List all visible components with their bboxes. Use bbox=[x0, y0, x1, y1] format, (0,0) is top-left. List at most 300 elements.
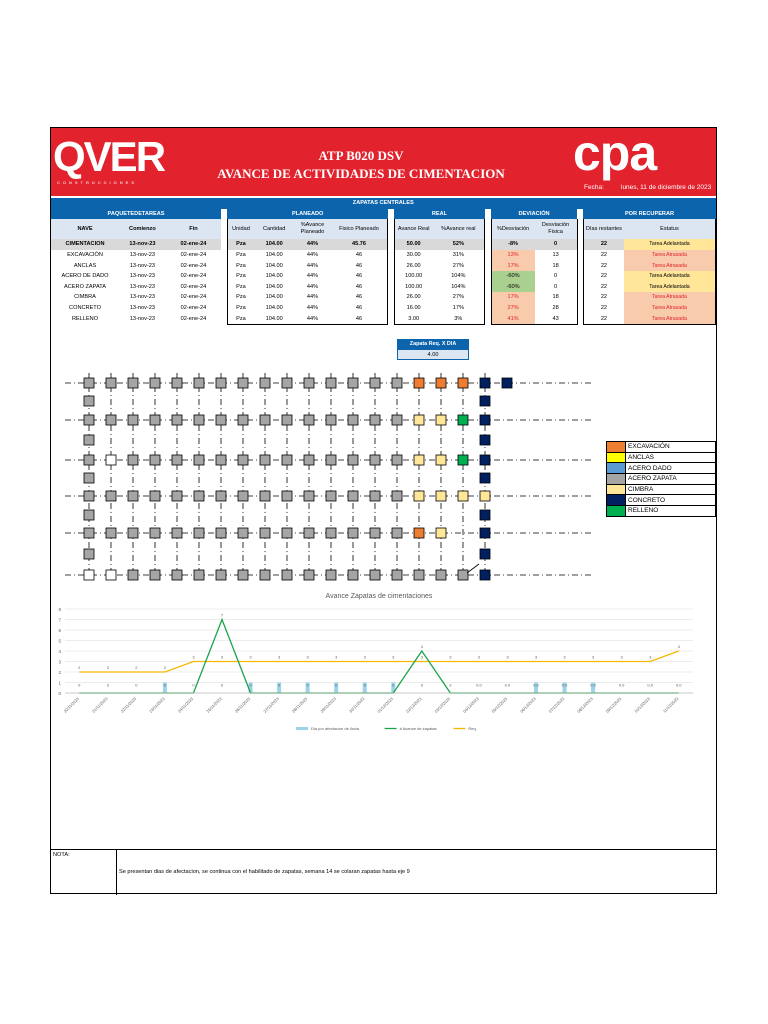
progress-chart bbox=[51, 584, 716, 846]
footing bbox=[480, 455, 490, 465]
footing bbox=[436, 455, 446, 465]
footing bbox=[84, 528, 94, 538]
footing bbox=[414, 455, 424, 465]
footing bbox=[392, 491, 402, 501]
cell-cantidad: 104.00 bbox=[254, 313, 294, 324]
cell-estatus: Tarea Atrasada bbox=[624, 292, 716, 303]
cell-cantidad: 104.00 bbox=[265, 283, 283, 290]
footing bbox=[502, 378, 512, 388]
cell-cantidad: 104.00 bbox=[265, 262, 283, 269]
col-avance-planeado: %Avance Planeado bbox=[294, 219, 330, 239]
footing bbox=[282, 415, 292, 425]
footing bbox=[480, 415, 490, 425]
cell-pct-avance-real: 27% bbox=[433, 260, 485, 271]
cell-fisico-planeado: 46 bbox=[331, 250, 388, 261]
series-line bbox=[79, 620, 678, 694]
line-data-label: 3 bbox=[306, 654, 309, 660]
cell-desv-fisica: 0 bbox=[535, 239, 578, 250]
legend-item bbox=[607, 485, 715, 496]
group-recuperar: POR RECUPERAR bbox=[583, 209, 715, 220]
report-sheet bbox=[50, 127, 717, 894]
cell-pct-desviacion: -8% bbox=[491, 239, 535, 250]
col-fisico-planeado: Fisico Planeado bbox=[331, 219, 388, 239]
footing bbox=[150, 491, 160, 501]
cell-dias: 22 bbox=[583, 271, 623, 282]
x-tick-label: 28/11/2023 bbox=[290, 696, 309, 714]
cell-unidad: Pza bbox=[227, 239, 254, 250]
nota-label: NOTA: bbox=[53, 852, 70, 858]
bar-data-label: 0 bbox=[135, 682, 138, 688]
cell-dias: 22 bbox=[583, 313, 623, 324]
chart-legend-label: # Avance de zapatas bbox=[399, 726, 437, 731]
footing bbox=[194, 378, 204, 388]
fecha-label: Fecha: bbox=[584, 184, 604, 191]
cell-nave: EXCAVACIÓN bbox=[67, 252, 103, 259]
footing bbox=[414, 528, 424, 538]
bar-data-label: 0 bbox=[306, 682, 309, 688]
line-data-label: 3 bbox=[392, 654, 395, 660]
bar-data-label: 0 bbox=[249, 682, 252, 688]
footing bbox=[106, 455, 116, 465]
cell-dias: 22 bbox=[583, 260, 623, 271]
progress-table bbox=[51, 198, 716, 325]
footing bbox=[480, 570, 490, 580]
line-data-label: 4 bbox=[420, 644, 423, 649]
cell-fisico-planeado: 45.76 bbox=[331, 239, 388, 250]
x-tick-label: 23/11/2023 bbox=[148, 696, 166, 714]
footing bbox=[392, 415, 402, 425]
cell-pct-desviacion: 27% bbox=[491, 303, 535, 314]
x-tick-label: 03/12/2023 bbox=[433, 696, 452, 714]
cell-fin: 02-ene-24 bbox=[180, 252, 207, 259]
y-tick-label: 7 bbox=[58, 617, 61, 623]
cell-desv-fisica: 0 bbox=[535, 271, 578, 282]
footing bbox=[480, 435, 490, 445]
footing bbox=[436, 378, 446, 388]
cell-estatus: Tarea Adelantada bbox=[624, 271, 716, 282]
legend-item bbox=[607, 453, 715, 464]
footing bbox=[238, 455, 248, 465]
x-tick-label: 25/11/2023 bbox=[205, 696, 223, 714]
line-data-label: 3 bbox=[477, 654, 481, 660]
bar-data-label: 0.0 bbox=[647, 682, 653, 688]
cell-fin: 02-ene-24 bbox=[180, 283, 207, 290]
cell-avance-planeado: 44% bbox=[306, 252, 319, 259]
footing bbox=[348, 491, 358, 501]
footing bbox=[304, 570, 314, 580]
line-data-label: 3 bbox=[449, 654, 452, 660]
cell-desv-fisica: 43 bbox=[535, 313, 578, 324]
footing bbox=[436, 415, 446, 425]
footing bbox=[84, 415, 94, 425]
bar-data-label: 0.0 bbox=[675, 682, 682, 688]
footing bbox=[194, 415, 204, 425]
cell-fin: 02-ene-24 bbox=[166, 239, 221, 250]
footing bbox=[238, 378, 248, 388]
table-row bbox=[51, 303, 716, 314]
cell-comienzo: 13-nov-23 bbox=[129, 294, 156, 301]
footing bbox=[436, 570, 446, 580]
line-data-label: 2 bbox=[163, 665, 167, 670]
legend-swatch bbox=[607, 495, 626, 505]
legend-swatch bbox=[607, 442, 626, 452]
legend-swatch bbox=[607, 453, 626, 463]
cell-unidad: Pza bbox=[227, 260, 254, 271]
cell-comienzo: 13-nov-23 bbox=[129, 273, 156, 280]
cell-cantidad: 104.00 bbox=[265, 273, 283, 280]
cell-avance-real: 26.00 bbox=[394, 260, 432, 271]
group-planeado: PLANEADO bbox=[227, 209, 387, 220]
footing bbox=[392, 528, 402, 538]
col-pct-avance-real: %Avance real bbox=[433, 219, 485, 239]
cell-pct-desviacion: -60% bbox=[491, 282, 535, 293]
footing bbox=[216, 570, 226, 580]
footing bbox=[84, 435, 94, 445]
cell-avance-planeado: 44% bbox=[306, 283, 319, 290]
cell-estatus: Tarea Atrasada bbox=[624, 313, 716, 324]
legend-label: CONCRETO bbox=[628, 496, 666, 504]
y-tick-label: 1 bbox=[58, 680, 61, 686]
line-data-label: 3 bbox=[220, 654, 224, 660]
cell-fin: 02-ene-24 bbox=[180, 294, 207, 301]
legend-label: ACERO ZAPATA bbox=[628, 475, 677, 483]
legend-label: ANCLAS bbox=[628, 454, 655, 462]
footing bbox=[326, 378, 336, 388]
footing bbox=[458, 378, 468, 388]
group-desviacion: DEVIACIÓN bbox=[491, 209, 577, 220]
bar-data-label: 0 bbox=[106, 682, 109, 688]
footing bbox=[128, 378, 138, 388]
cell-comienzo: 13-nov-23 bbox=[129, 283, 156, 290]
x-tick-label: 02/12/2023 bbox=[404, 696, 423, 714]
footing bbox=[348, 378, 358, 388]
footing bbox=[172, 415, 182, 425]
x-tick-label: 21/11/2023 bbox=[91, 696, 109, 714]
footing bbox=[260, 455, 270, 465]
fecha-value: lunes, 11 de diciembre de 2023 bbox=[621, 184, 712, 191]
footing bbox=[238, 415, 248, 425]
zapata-req-value: 4.00 bbox=[397, 349, 469, 360]
header-banner bbox=[51, 125, 716, 196]
footing bbox=[370, 570, 380, 580]
cell-avance-real: 30.00 bbox=[394, 250, 432, 261]
footing bbox=[128, 415, 138, 425]
cell-pct-desviacion: 17% bbox=[491, 260, 535, 271]
footing bbox=[458, 491, 468, 501]
col-avance-real: Avance Real bbox=[394, 219, 432, 239]
line-data-label: 7 bbox=[220, 612, 224, 618]
cell-estatus: Tarea Adelantada bbox=[624, 239, 716, 250]
legend-swatch bbox=[607, 463, 626, 473]
footing bbox=[216, 491, 226, 501]
bar-data-label: 0.0 bbox=[533, 682, 539, 688]
footing bbox=[480, 396, 490, 406]
cell-fin: 02-ene-24 bbox=[180, 315, 207, 322]
cell-fisico-planeado: 46 bbox=[331, 292, 388, 303]
cell-avance-real: 100.00 bbox=[394, 271, 432, 282]
footing bbox=[326, 415, 336, 425]
cell-nave: CIMBRA bbox=[74, 294, 96, 301]
table-row bbox=[51, 239, 716, 250]
cell-comienzo: 13-nov-23 bbox=[129, 315, 156, 322]
legend-item bbox=[607, 474, 715, 485]
footing bbox=[348, 455, 358, 465]
footing bbox=[84, 396, 94, 406]
cell-pct-avance-real: 104% bbox=[433, 282, 485, 293]
cell-comienzo: 13-nov-23 bbox=[129, 262, 156, 269]
footing bbox=[150, 570, 160, 580]
cell-nave: CONCRETO bbox=[69, 305, 101, 312]
bar-data-label: 0 bbox=[192, 682, 195, 688]
footing bbox=[326, 491, 336, 501]
cpa-logo: cpa bbox=[573, 125, 657, 181]
plan-arrow bbox=[467, 564, 479, 573]
cell-pct-desviacion: 13% bbox=[491, 250, 535, 261]
y-tick-label: 2 bbox=[58, 670, 61, 675]
footing bbox=[128, 491, 138, 501]
footing bbox=[326, 455, 336, 465]
footing bbox=[238, 570, 248, 580]
line-data-label: 2 bbox=[135, 665, 138, 670]
footing bbox=[282, 570, 292, 580]
legend-label: ACERO DADO bbox=[628, 464, 672, 472]
bar-data-label: 0.0 bbox=[561, 682, 568, 688]
footing bbox=[106, 415, 116, 425]
footing bbox=[348, 415, 358, 425]
legend-swatch bbox=[607, 474, 626, 484]
footing bbox=[260, 528, 270, 538]
bar-data-label: 0.0 bbox=[590, 682, 596, 688]
cell-dias: 22 bbox=[583, 303, 623, 314]
band-title: ZAPATAS CENTRALES bbox=[51, 198, 716, 209]
cell-estatus: Tarea Adelantada bbox=[624, 282, 716, 293]
bar-data-label: 0 bbox=[363, 682, 366, 688]
footing bbox=[370, 415, 380, 425]
footing bbox=[260, 570, 270, 580]
table-row bbox=[51, 313, 716, 324]
zapata-req-title: Zapata Req. X DIA bbox=[397, 339, 469, 349]
cell-nave: CIMENTACION bbox=[51, 239, 119, 250]
zapata-req-box bbox=[397, 339, 469, 361]
footing bbox=[150, 528, 160, 538]
cell-unidad: Pza bbox=[227, 250, 254, 261]
x-tick-label: 20/11/2023 bbox=[62, 696, 80, 714]
footing bbox=[392, 570, 402, 580]
footing bbox=[172, 528, 182, 538]
group-real: REAL bbox=[394, 209, 484, 220]
cell-pct-avance-real: 17% bbox=[433, 303, 485, 314]
cell-pct-avance-real: 104% bbox=[433, 271, 485, 282]
cell-avance-planeado: 44% bbox=[306, 262, 319, 269]
cell-dias: 22 bbox=[583, 282, 623, 293]
bar-data-label: 0 bbox=[449, 682, 452, 688]
nota-divider bbox=[116, 850, 117, 895]
footing bbox=[304, 415, 314, 425]
cell-pct-avance-real: 27% bbox=[433, 292, 485, 303]
cell-nave: ACERO ZAPATA bbox=[64, 283, 106, 290]
bar-data-label: 0.0 bbox=[618, 682, 625, 688]
cell-dias: 22 bbox=[583, 239, 623, 250]
footing bbox=[326, 528, 336, 538]
x-tick-label: 24/11/2023 bbox=[176, 696, 195, 714]
cell-desv-fisica: 28 bbox=[535, 303, 578, 314]
footing bbox=[282, 378, 292, 388]
cell-avance-planeado: 44% bbox=[294, 239, 330, 250]
legend-label: RELLENO bbox=[628, 507, 659, 515]
cell-avance-planeado: 44% bbox=[306, 273, 319, 280]
cell-avance-real: 3.00 bbox=[394, 313, 432, 324]
footing bbox=[480, 528, 490, 538]
footing bbox=[370, 491, 380, 501]
legend-item bbox=[607, 463, 715, 474]
footing bbox=[282, 528, 292, 538]
cell-dias: 22 bbox=[583, 292, 623, 303]
line-data-label: 3 bbox=[249, 654, 252, 660]
cell-unidad: Pza bbox=[227, 282, 254, 293]
x-tick-label: 11/12/2023 bbox=[661, 696, 680, 714]
cell-fisico-planeado: 46 bbox=[331, 271, 388, 282]
cell-comienzo: 13-nov-23 bbox=[119, 239, 166, 250]
line-data-label: 3 bbox=[506, 654, 509, 660]
bar-data-label: 0 bbox=[220, 682, 224, 688]
cell-nave: RELLENO bbox=[71, 315, 99, 322]
col-cantidad: Cantidad bbox=[254, 219, 294, 239]
footing bbox=[260, 378, 270, 388]
cell-comienzo: 13-nov-23 bbox=[129, 252, 156, 259]
x-tick-label: 22/11/2023 bbox=[119, 696, 138, 714]
x-tick-label: 07/12/2023 bbox=[547, 696, 566, 714]
y-tick-label: 4 bbox=[58, 649, 61, 654]
cell-pct-desviacion: -60% bbox=[491, 271, 535, 282]
footing bbox=[172, 570, 182, 580]
cell-avance-planeado: 44% bbox=[294, 313, 330, 324]
cell-unidad: Pza bbox=[227, 313, 254, 324]
footing bbox=[84, 510, 94, 520]
footing bbox=[480, 510, 490, 520]
x-tick-label: 01/12/2023 bbox=[376, 696, 394, 714]
cell-estatus: Tarea Atrasada bbox=[624, 303, 716, 314]
bar-data-label: 0 bbox=[392, 682, 395, 688]
chart-legend-label: Req. bbox=[468, 726, 477, 731]
footing bbox=[84, 491, 94, 501]
footing bbox=[304, 491, 314, 501]
table-row bbox=[51, 292, 716, 303]
chart-title: Avance Zapatas de cimentaciones bbox=[325, 593, 433, 600]
footing bbox=[304, 378, 314, 388]
bar-data-label: 0 bbox=[335, 682, 338, 688]
footing bbox=[480, 491, 490, 501]
legend-item bbox=[607, 442, 715, 453]
cell-avance-real: 50.00 bbox=[394, 239, 432, 250]
footing bbox=[150, 378, 160, 388]
footing bbox=[84, 473, 94, 483]
cell-pct-avance-real: 31% bbox=[433, 250, 485, 261]
cell-pct-desviacion: 17% bbox=[491, 292, 535, 303]
x-tick-label: 06/12/2023 bbox=[519, 696, 537, 714]
footing bbox=[370, 378, 380, 388]
cell-nave: ANCLAS bbox=[73, 262, 97, 269]
footing bbox=[326, 570, 336, 580]
footing bbox=[414, 491, 424, 501]
footing bbox=[436, 491, 446, 501]
legend-label: CIMBRA bbox=[628, 486, 654, 494]
footing bbox=[128, 570, 138, 580]
x-tick-label: 10/12/2023 bbox=[633, 696, 651, 714]
footing bbox=[260, 491, 270, 501]
cell-estatus: Tarea Atrasada bbox=[624, 250, 716, 261]
cell-fin: 02-ene-24 bbox=[180, 262, 207, 269]
cell-pct-avance-real: 3% bbox=[433, 313, 485, 324]
footing bbox=[194, 491, 204, 501]
footing bbox=[84, 455, 94, 465]
footing bbox=[238, 491, 248, 501]
col-desv-fisica: Desviación Fisica bbox=[535, 219, 578, 239]
footing bbox=[216, 528, 226, 538]
footing bbox=[458, 415, 468, 425]
cell-avance-real: 16.00 bbox=[394, 303, 432, 314]
table-row bbox=[51, 250, 716, 261]
footing bbox=[260, 415, 270, 425]
bar-data-label: 0 bbox=[163, 682, 167, 688]
cell-unidad: Pza bbox=[227, 271, 254, 282]
footing bbox=[150, 455, 160, 465]
footing bbox=[304, 455, 314, 465]
footing bbox=[84, 570, 94, 580]
footing bbox=[194, 455, 204, 465]
bar-data-label: 0 bbox=[78, 682, 81, 688]
cell-cantidad: 104.00 bbox=[265, 252, 283, 259]
footing bbox=[436, 528, 446, 538]
footing bbox=[282, 491, 292, 501]
footing bbox=[194, 570, 204, 580]
cell-avance-planeado: 44% bbox=[306, 294, 319, 301]
footing bbox=[304, 528, 314, 538]
x-tick-label: 26/11/2023 bbox=[233, 696, 252, 714]
bar-data-label: 0 bbox=[277, 682, 281, 688]
x-tick-label: 09/12/2023 bbox=[604, 696, 623, 714]
nota-text: Se presentan dias de afectacion, se continua con el habilitado de zapatas, semana 14 se colaran zapatas hasta eje 9 bbox=[119, 869, 410, 875]
x-tick-label: 27/11/2023 bbox=[262, 696, 280, 714]
legend-swatch bbox=[607, 485, 626, 495]
cell-fin: 02-ene-24 bbox=[180, 305, 207, 312]
footing bbox=[150, 415, 160, 425]
x-tick-label: 29/11/2023 bbox=[319, 696, 337, 714]
col-unidad: Unidad bbox=[227, 219, 254, 239]
bar-data-label: 0.0 bbox=[476, 682, 482, 688]
legend-item bbox=[607, 495, 715, 506]
cell-cantidad: 104.00 bbox=[265, 305, 283, 312]
bar-data-label: 0.0 bbox=[504, 682, 511, 688]
cell-desv-fisica: 13 bbox=[535, 250, 578, 261]
line-data-label: 3 bbox=[620, 654, 623, 660]
line-data-label: 3 bbox=[534, 654, 538, 660]
footing bbox=[348, 570, 358, 580]
col-nave: NAVE bbox=[51, 219, 119, 239]
report-title: ATP B020 DSV bbox=[318, 148, 404, 163]
footing bbox=[106, 378, 116, 388]
qver-logo-sub: CONSTRUCCIONES bbox=[57, 180, 138, 185]
line-data-label: 3 bbox=[563, 654, 566, 660]
y-tick-label: 5 bbox=[58, 638, 61, 644]
line-data-label: 2 bbox=[106, 665, 109, 670]
line-data-label: 3 bbox=[649, 654, 652, 660]
footing bbox=[172, 455, 182, 465]
cell-fisico-planeado: 46 bbox=[331, 303, 388, 314]
footing bbox=[480, 549, 490, 559]
line-data-label: 4 bbox=[677, 644, 680, 649]
line-data-label: 3 bbox=[591, 654, 595, 660]
footing bbox=[194, 528, 204, 538]
